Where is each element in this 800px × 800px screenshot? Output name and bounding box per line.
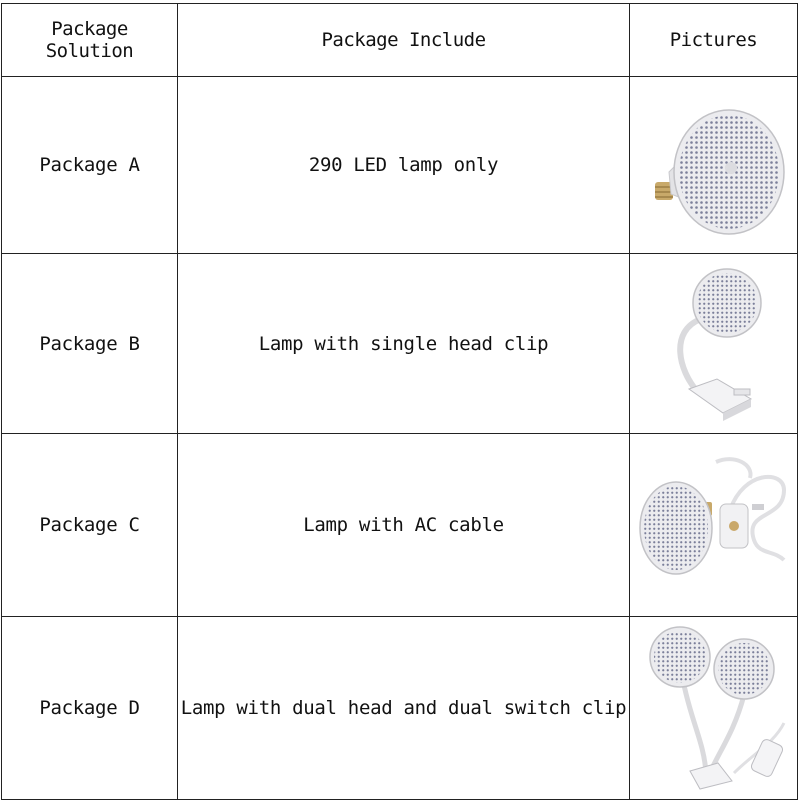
lamp-cable-icon	[634, 450, 794, 600]
table-row	[2, 434, 798, 617]
dual-clip-lamp-icon	[634, 623, 794, 793]
header-package-solution: Package Solution	[2, 4, 178, 77]
table-header-row	[2, 4, 798, 77]
table-row	[2, 617, 798, 800]
package-picture	[630, 434, 798, 617]
package-name: Package C	[2, 434, 178, 617]
led-bulb-icon	[639, 90, 789, 240]
package-picture	[630, 617, 798, 800]
package-include: 290 LED lamp only	[178, 77, 630, 254]
header-pictures: Pictures	[630, 4, 798, 77]
table-row	[2, 77, 798, 254]
package-name: Package D	[2, 617, 178, 800]
package-name: Package B	[2, 254, 178, 434]
package-name: Package A	[2, 77, 178, 254]
package-include: Lamp with single head clip	[178, 254, 630, 434]
package-table	[1, 3, 798, 800]
table-row	[2, 254, 798, 434]
clip-lamp-icon	[639, 261, 789, 426]
package-include: Lamp with AC cable	[178, 434, 630, 617]
package-picture	[630, 77, 798, 254]
package-picture	[630, 254, 798, 434]
package-include: Lamp with dual head and dual switch clip	[178, 617, 630, 800]
header-package-include: Package Include	[178, 4, 630, 77]
